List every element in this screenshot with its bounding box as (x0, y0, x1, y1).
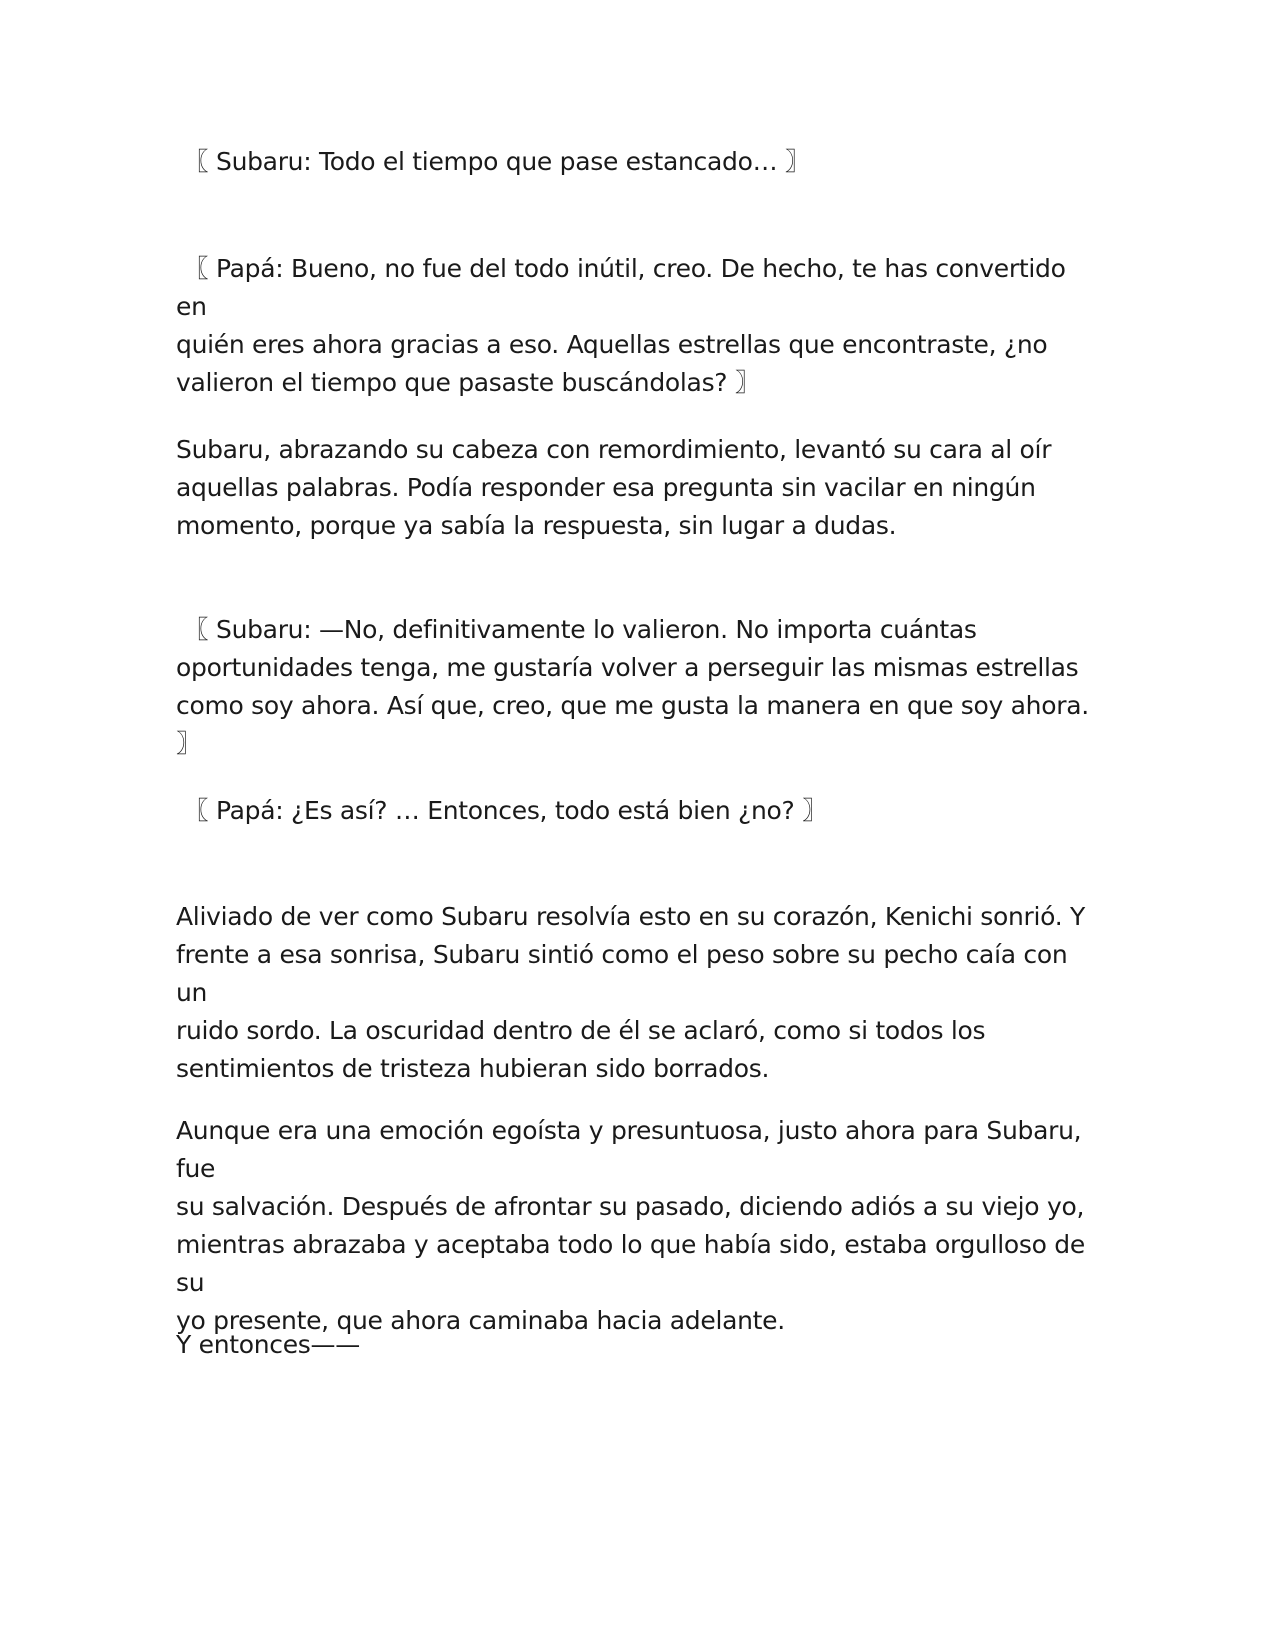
paragraph-narration-3: Aunque era una emoción egoísta y presuntuosa, justo ahora para Subaru, fue su salvación. Después de afrontar su pasado, diciendo adiós a su viejo yo, mientras abrazaba y aceptaba todo lo que había sido, estaba orgulloso de su yo presente, que ahora caminaba hacia adelante. (176, 1116, 1085, 1335)
paragraph-dialogue-subaru-2: 〖 Subaru: —No, definitivamente lo valieron. No importa cuántas oportunidades tenga, me gustaría volver a perseguir las mismas estrellas como soy ahora. Así que, creo, que me gusta la manera en que soy ahora. 〗 (176, 615, 1089, 758)
paragraph-narration-1: Subaru, abrazando su cabeza con remordimiento, levantó su cara al oír aquellas palabras. Podía responder esa pregunta sin vacilar en ningún momento, porque ya sabía la respuesta, sin lugar a dudas. (176, 435, 1052, 540)
paragraph-dialogue-papa-2: 〖 Papá: ¿Es así? … Entonces, todo está bien ¿no? 〗 (176, 796, 827, 825)
paragraph-closing: Y entonces—— (176, 1330, 360, 1359)
paragraph-narration-2: Aliviado de ver como Subaru resolvía esto en su corazón, Kenichi sonrió. Y frente a esa sonrisa, Subaru sintió como el peso sobre su pecho caía con un ruido sordo. La oscuridad dentro de él se aclaró, como si todos los sentimientos de tristeza hubieran sido borrados. (176, 902, 1086, 1083)
paragraph-dialogue-papa-1: 〖 Papá: Bueno, no fue del todo inútil, creo. De hecho, te has convertido en quién eres ahora gracias a eso. Aquellas estrellas que encontraste, ¿no valieron el tiempo que pasaste buscándolas? 〗 (176, 254, 1066, 397)
paragraph-dialogue-subaru-1: 〖 Subaru: Todo el tiempo que pase estancado… 〗 (176, 147, 810, 176)
